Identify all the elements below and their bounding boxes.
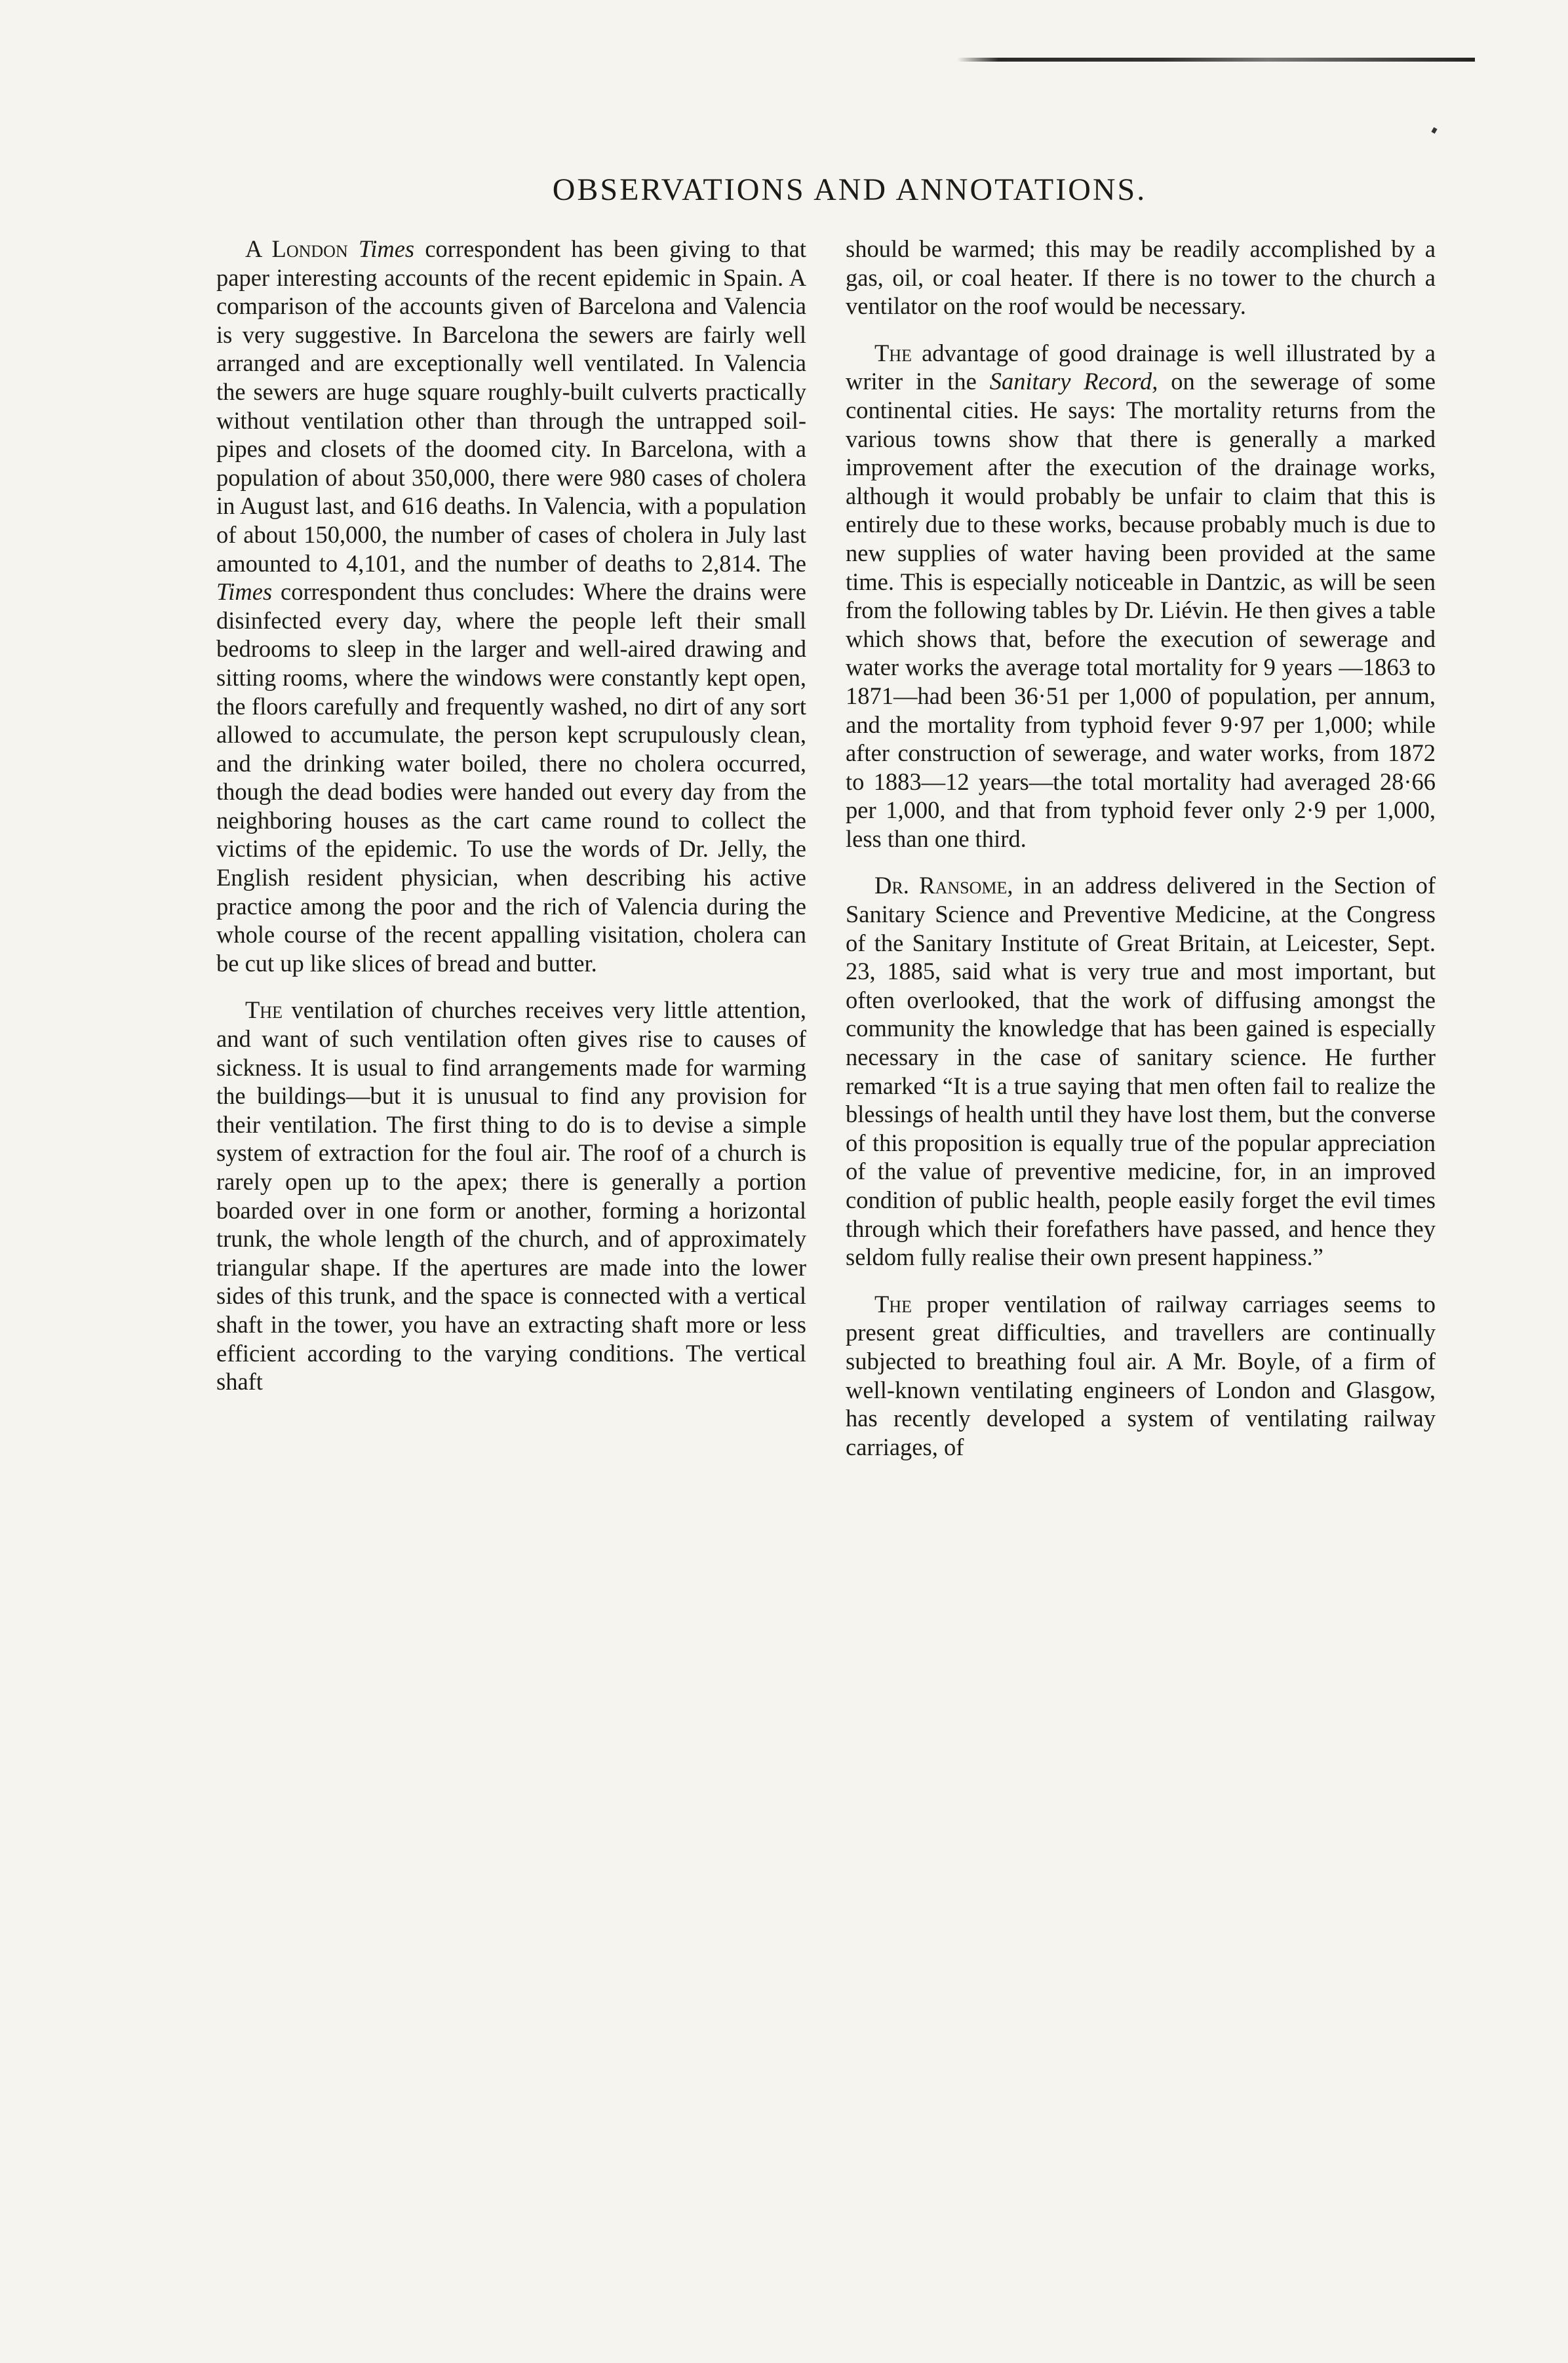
top-scan-rule — [957, 58, 1475, 62]
paragraph-text: correspondent has been giving to that paper interesting accounts of the recent epidemic in Spain. A comparison of the accounts given of Barcelona and Valencia is very suggestive. In Barcelona the sewers are fairly well arranged and are exceptionally well ventilated. In Valencia the sewers are huge square roughly-built culverts practically without ventilation other than through the untrapped soil-pipes and closets of the doomed city. In Barcelona, with a population of about 350,000, there were 980 cases of cholera in August last, and 616 deaths. In Valencia, with a population of about 150,000, the number of cases of cholera in July last amounted to 4,101, and the number of deaths to 2,814. The — [216, 235, 807, 577]
paragraph-text: proper ventilation of railway carriages seems to present great difficulties, and travellers are continually subjected to breathing foul air. A Mr. Boyle, of a firm of well-known ventilating engineers of London and Glasgow, has recently developed a system of ventilating railway carriages, of — [846, 1290, 1436, 1460]
paragraph-railway-ventilation — [846, 1290, 1436, 1462]
italic-term: Sanitary Record, — [989, 368, 1158, 395]
right-column — [846, 235, 1436, 1461]
paragraph-text: ventilation of churches receives very little attention, and want of such ventilation often gives rise to causes of sickness. It is usual to find arrangements made for warming the buildings—but it is unusual to find any provision for their ventilation. The first thing to do is to devise a simple system of extraction for the foul air. The roof of a church is rarely open up to the apex; there is generally a portion boarded over in one form or another, forming a horizontal trunk, the whole length of the church, and of approximately triangular shape. If the apertures are made into the lower sides of this trunk, and the space is connected with a vertical shaft in the tower, you have an extracting shaft more or less efficient according to the varying conditions. The vertical shaft — [216, 996, 807, 1396]
paragraph-text: correspondent thus concludes: Where the drains were disinfected every day, where the people left their small bedrooms to sleep in the larger and well-aired drawing and sitting rooms, where the windows were constantly kept open, the floors carefully and frequently washed, no dirt of any sort allowed to accumulate, the person kept scrupulously clean, and the drinking water boiled, there no cholera occurred, though the dead bodies were handed out every day from the neighboring houses as the cart came round to collect the victims of the epidemic. To use the words of Dr. Jelly, the English resident physician, when describing his active practice among the poor and the rich of Valencia during the whole course of the recent appalling visitation, cholera can be cut up like slices of bread and butter. — [216, 578, 806, 977]
paragraph-text: in an address delivered in the Section of Sanitary Science and Preventive Medicine, at the Congress of the Sanitary Institute of Great Britain, at Leicester, Sept. 23, 1885, said what is very true and most important, but often overlooked, that the work of diffusing amongst the community the knowledge that has been gained is especially necessary in the case of sanitary science. He further remarked “It is a true saying that men often fail to realize the blessings of health until they have lost them, but the converse of this proposition is equally true of the popular appreciation of the value of preventive medicine, for, in an improved condition of public health, people easily forget the evil times through which their forefathers have passed, and hence they seldom fully realise their own present happiness.” — [846, 872, 1436, 1271]
lead-in: Dr. Ransome, — [874, 872, 1013, 899]
paragraph-text: advantage of good drainage is well illustrated by a writer in the — [846, 339, 1436, 395]
italic-term: Times — [358, 235, 415, 262]
paragraph-london-times — [216, 235, 806, 977]
lead-in: A London — [245, 235, 348, 262]
paragraph-text: should be warmed; this may be readily accomplished by a gas, oil, or coal heater. If there is no tower to the church a ventilator on the roof would be necessary. — [846, 235, 1436, 320]
lead-in: The — [874, 339, 912, 366]
paragraph-text: on the sewerage of some continental cities. He says: The mortality returns from the various towns show that there is generally a marked improvement after the execution of the drainage works, although it would probably be unfair to claim that this is entirely due to these works, because probably much is due to new supplies of water having been provided at the same time. This is especially noticeable in Dantzic, as will be seen from the following tables by Dr. Liévin. He then gives a table which shows that, before the execution of sewerage and water works the average total mortality for 9 years —1863 to 1871—had been 36·51 per 1,000 of population, per annum, and the mortality from typhoid fever 9·97 per 1,000; while after construction of sewerage, and water works, from 1872 to 1883—12 years—the total mortality had averaged 28·66 per 1,000, and that from typhoid fever only 2·9 per 1,000, less than one third. — [846, 368, 1436, 852]
lead-in: The — [874, 1290, 912, 1318]
ink-speck — [1431, 127, 1437, 134]
paragraph-ransome — [846, 871, 1436, 1271]
lead-in: The — [245, 996, 283, 1024]
paragraph-drainage — [846, 339, 1436, 853]
page-title: OBSERVATIONS AND ANNOTATIONS. — [552, 172, 1147, 207]
paragraph-continuation — [846, 235, 1436, 321]
italic-term: Times — [216, 578, 273, 606]
left-column — [216, 235, 806, 1396]
paragraph-church-ventilation — [216, 996, 806, 1396]
